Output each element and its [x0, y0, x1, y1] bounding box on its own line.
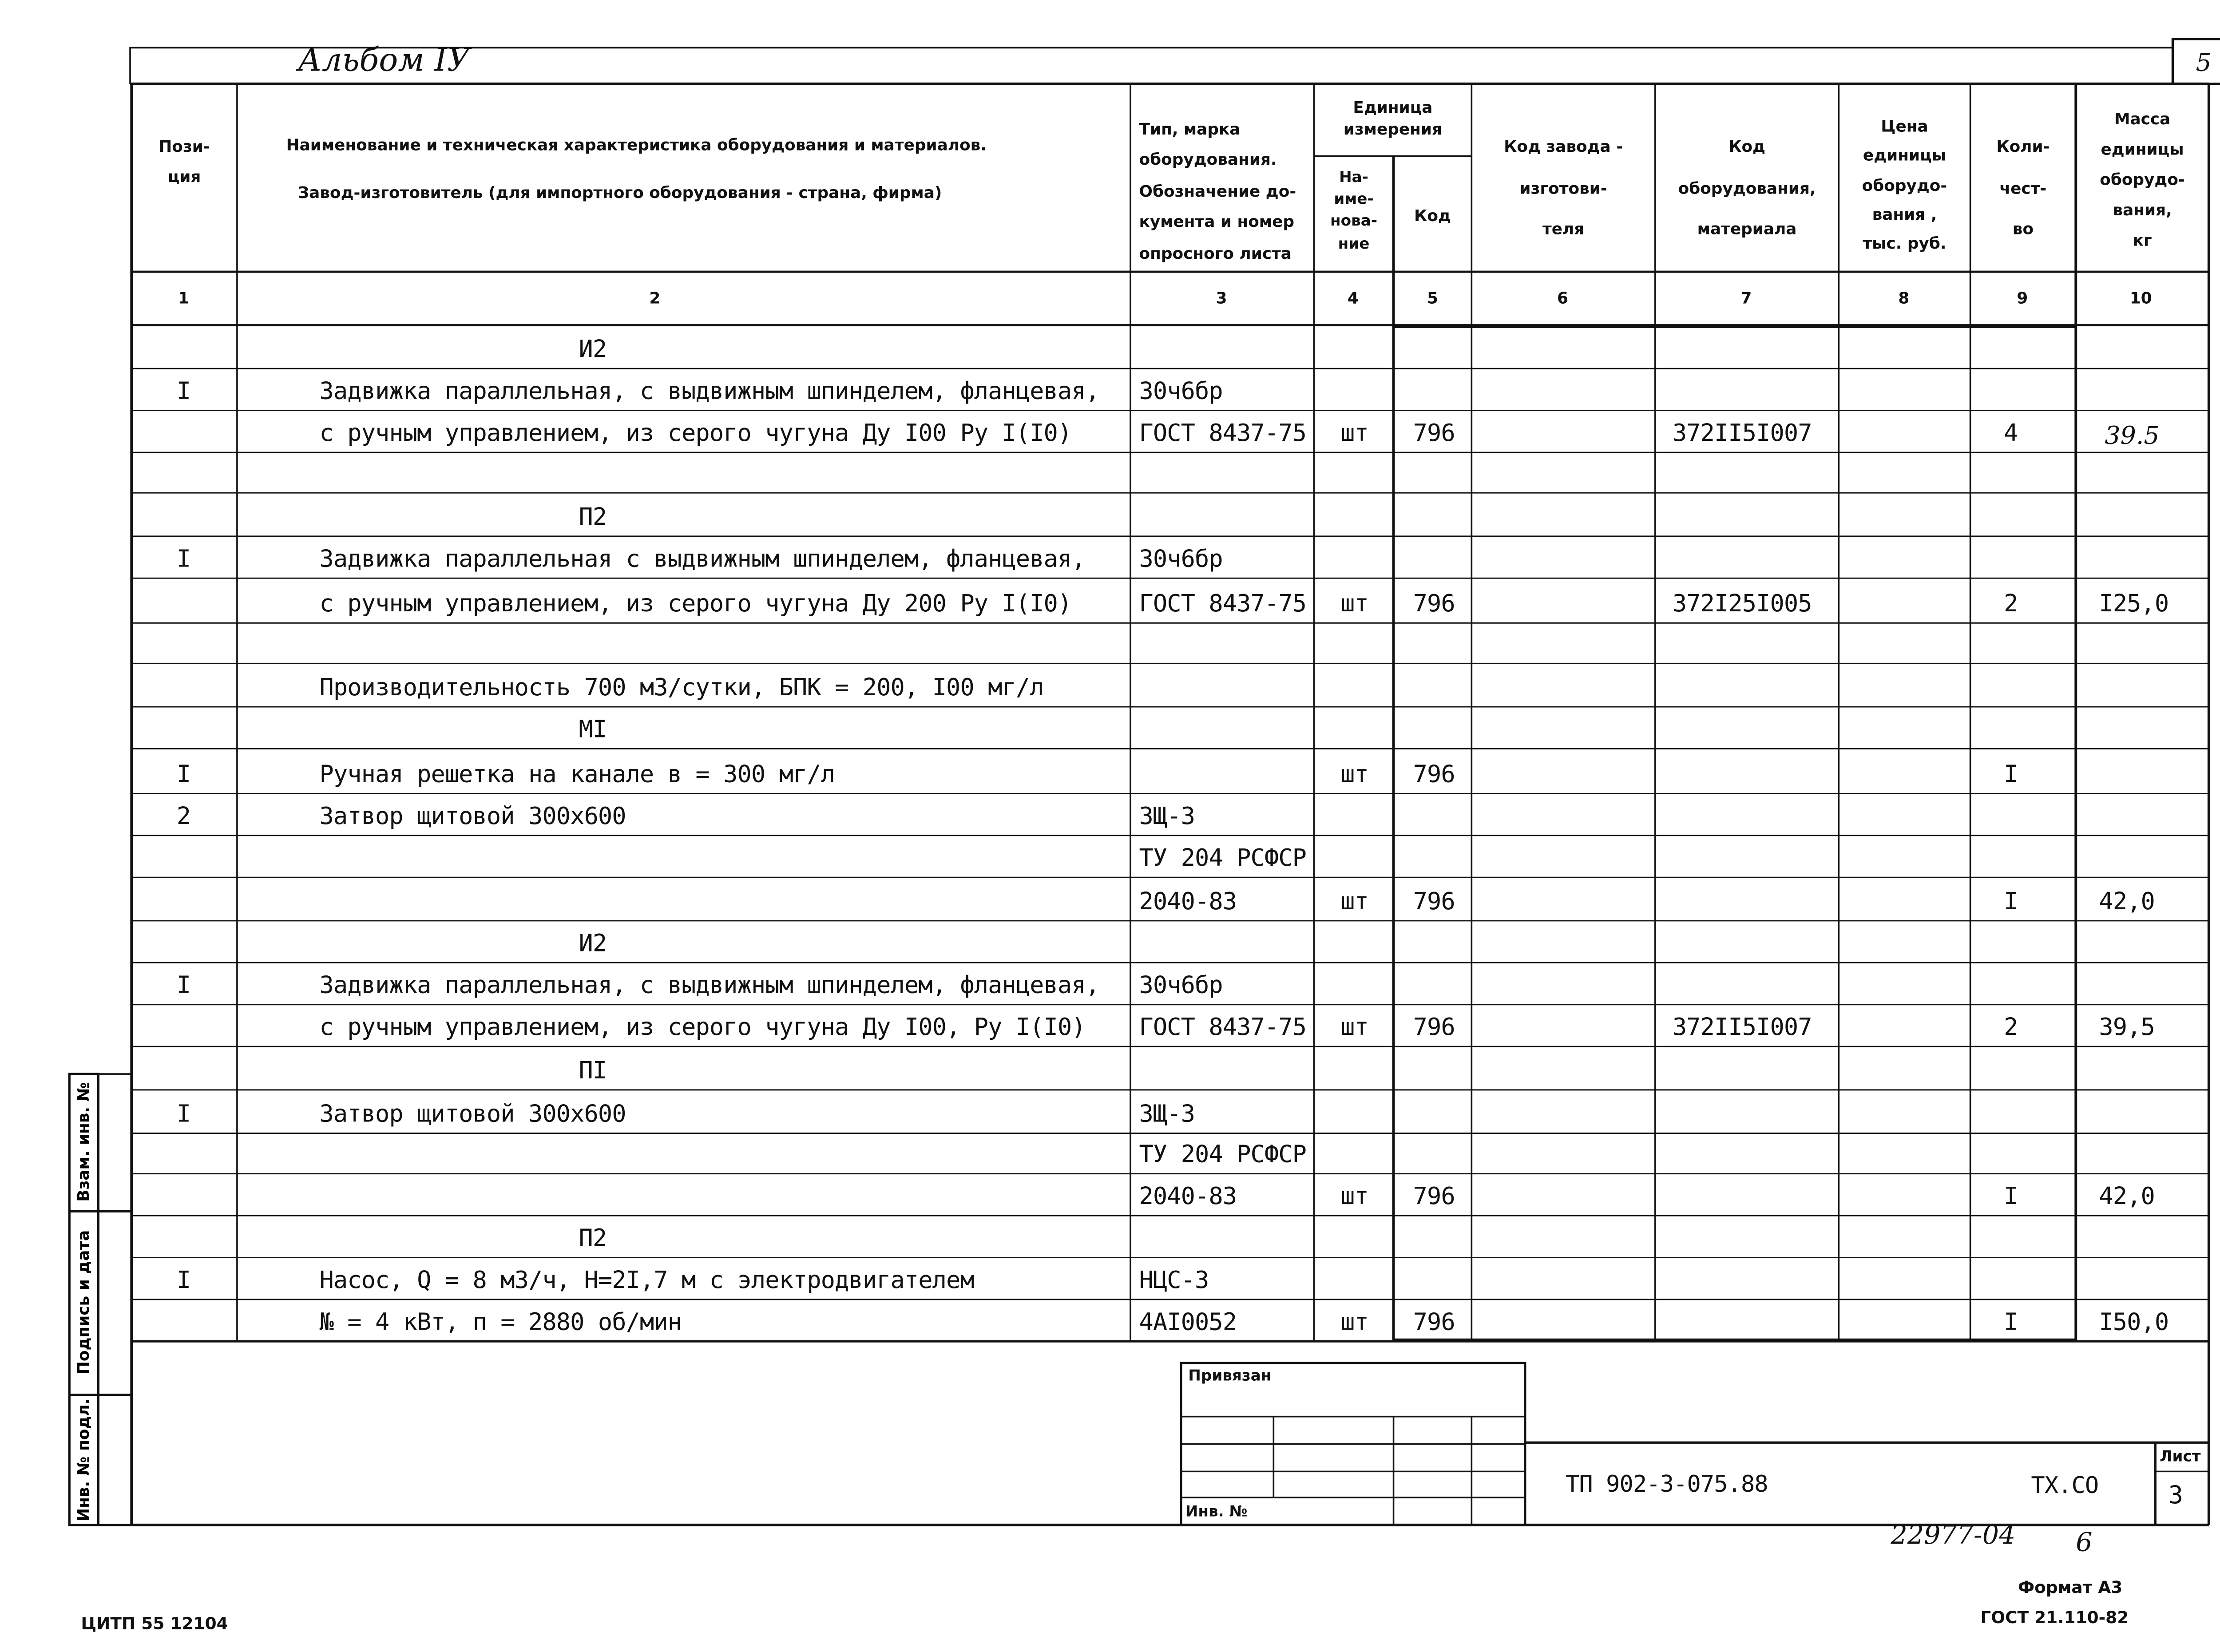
cell-doc: ГОСТ 8437-75: [1139, 1013, 1306, 1041]
handwritten-suffix: 6: [2076, 1528, 2093, 1558]
cell-name: с ручным управлением, из серого чугуна Ду I00 Ру I(I0): [319, 419, 1072, 447]
cell-eq-code: 372II5I007: [1672, 1013, 1812, 1041]
column-number: 3: [1216, 289, 1227, 308]
cell-mass: 42,0: [2099, 887, 2155, 915]
cell-doc: ТУ 204 РСФСР: [1139, 1140, 1306, 1168]
cell-pos: I: [176, 1266, 191, 1294]
cell-name: с ручным управлением, из серого чугуна Ду 200 Ру I(I0): [319, 590, 1072, 618]
header-price: Цена единицы оборудо- вания , тыс. руб.: [1862, 117, 1947, 254]
cell-unit: шт: [1340, 1308, 1369, 1336]
cell-unit: шт: [1340, 590, 1369, 618]
side-label-original-inv: Инв. № подл.: [74, 1398, 93, 1521]
cell-doc: 30ч6бр: [1139, 545, 1223, 573]
cell-pos: I: [176, 545, 191, 573]
cell-name: И2: [579, 335, 607, 363]
cell-pos: I: [176, 971, 191, 999]
cell-doc: ГОСТ 8437-75: [1139, 590, 1306, 618]
cell-unit: шт: [1340, 887, 1369, 915]
column-number: 8: [1898, 289, 1910, 308]
header-unit-code: Код: [1414, 206, 1451, 226]
column-number: 10: [2129, 289, 2152, 308]
cell-code: 796: [1413, 760, 1455, 788]
cell-doc: 2040-83: [1139, 887, 1237, 915]
cell-code: 796: [1413, 887, 1455, 915]
cell-mass: 39.5: [2105, 422, 2160, 451]
cell-qty: I: [2004, 1308, 2018, 1336]
header-unit: Единица измерения: [1343, 98, 1443, 139]
cell-pos: I: [176, 1100, 191, 1128]
cell-name: Ручная решетка на канале в = 300 мг/л: [319, 760, 835, 788]
page-number: 5: [2196, 49, 2212, 78]
cell-doc: ЗЩ-3: [1139, 802, 1195, 830]
cell-name: Насос, Q = 8 м3/ч, Н=2I,7 м с электродвигателем: [319, 1266, 974, 1294]
cell-name: П2: [579, 1224, 607, 1252]
cell-qty: 2: [2004, 1013, 2018, 1041]
cell-unit: шт: [1340, 419, 1369, 447]
cell-name: Производительность 700 м3/сутки, БПК = 200, I00 мг/л: [319, 673, 1044, 701]
cell-qty: I: [2004, 1182, 2018, 1210]
printer-label: ЦИТП 55 12104: [81, 1613, 228, 1634]
cell-qty: I: [2004, 887, 2018, 915]
header-unit-name: На- име- нова- ние: [1330, 169, 1378, 253]
side-label-signature-date: Подпись и дата: [74, 1230, 93, 1375]
cell-mass: I50,0: [2099, 1308, 2169, 1336]
header-name-line1: Наименование и техническая характеристика оборудования и материалов.: [286, 136, 987, 155]
cell-name: № = 4 кВт, п = 2880 об/мин: [319, 1308, 682, 1336]
cell-code: 796: [1413, 1308, 1455, 1336]
cell-doc: 2040-83: [1139, 1182, 1237, 1210]
stamp-designation: ТП 902-3-075.88: [1565, 1470, 1768, 1497]
column-number: 5: [1427, 289, 1438, 308]
cell-name: Задвижка параллельная с выдвижным шпинделем, фланцевая,: [319, 545, 1086, 573]
cell-name: Задвижка параллельная, с выдвижным шпинделем, фланцевая,: [319, 377, 1100, 405]
cell-name: с ручным управлением, из серого чугуна Ду I00, Ру I(I0): [319, 1013, 1086, 1041]
header-position: Пози- ция: [159, 137, 210, 186]
column-number: 7: [1740, 289, 1752, 308]
stamp-privyazan: Привязан: [1188, 1367, 1272, 1385]
cell-pos: I: [176, 377, 191, 405]
stamp-sheet-label: Лист: [2160, 1448, 2201, 1466]
cell-mass: I25,0: [2099, 590, 2169, 618]
cell-mass: 42,0: [2099, 1182, 2155, 1210]
header-quantity: Коли- чест- во: [1996, 137, 2050, 239]
cell-eq-code: 372I25I005: [1672, 590, 1812, 618]
column-number: 6: [1557, 289, 1568, 308]
stamp-sheet-number: 3: [2168, 1482, 2183, 1511]
cell-doc: 30ч6бр: [1139, 971, 1223, 999]
cell-mass: 39,5: [2099, 1013, 2155, 1041]
header-name-line2: Завод-изготовитель (для импортного оборудования - страна, фирма): [297, 183, 942, 202]
cell-name: И2: [579, 929, 607, 957]
cell-name: МI: [579, 715, 607, 743]
stamp-code: ТХ.СО: [2031, 1471, 2099, 1499]
cell-unit: шт: [1340, 1013, 1369, 1041]
header-factory-code: Код завода - изготови- теля: [1504, 137, 1623, 239]
cell-doc: ТУ 204 РСФСР: [1139, 844, 1306, 872]
cell-name: Задвижка параллельная, с выдвижным шпинделем, фланцевая,: [319, 971, 1100, 999]
column-number: 1: [178, 289, 189, 308]
handwritten-number: 22977-04: [1891, 1521, 2016, 1551]
cell-unit: шт: [1340, 760, 1369, 788]
cell-doc: НЦС-3: [1139, 1266, 1209, 1294]
cell-doc: 30ч6бр: [1139, 377, 1223, 405]
column-number: 9: [2017, 289, 2028, 308]
cell-doc: 4АI0052: [1139, 1308, 1237, 1336]
album-title: Альбом IУ: [297, 43, 470, 80]
cell-qty: 4: [2004, 419, 2018, 447]
cell-eq-code: 372II5I007: [1672, 419, 1812, 447]
format-label: Формат А3: [2018, 1577, 2123, 1597]
cell-name: П2: [579, 503, 607, 531]
cell-pos: I: [176, 760, 191, 788]
cell-doc: ГОСТ 8437-75: [1139, 419, 1306, 447]
cell-qty: 2: [2004, 590, 2018, 618]
cell-code: 796: [1413, 1182, 1455, 1210]
cell-unit: шт: [1340, 1182, 1369, 1210]
cell-code: 796: [1413, 419, 1455, 447]
header-type-doc: Тип, марка оборудования. Обозначение до- кумента и номер опросного листа: [1139, 120, 1296, 263]
header-equipment-code: Код оборудования, материала: [1678, 137, 1816, 239]
cell-pos: 2: [176, 802, 191, 830]
column-number: 2: [649, 289, 661, 308]
cell-doc: ЗЩ-3: [1139, 1100, 1195, 1128]
cell-code: 796: [1413, 1013, 1455, 1041]
stamp-inv-no: Инв. №: [1185, 1503, 1248, 1521]
cell-name: Затвор щитовой 300х600: [319, 802, 626, 830]
cell-name: ПI: [579, 1056, 607, 1084]
header-mass: Масса единицы оборудо- вания, кг: [2100, 110, 2185, 250]
column-number: 4: [1347, 289, 1359, 308]
cell-code: 796: [1413, 590, 1455, 618]
cell-qty: I: [2004, 760, 2018, 788]
gost-label: ГОСТ 21.110-82: [1980, 1607, 2129, 1628]
cell-name: Затвор щитовой 300х600: [319, 1100, 626, 1128]
side-label-replacement-inv: Взам. инв. №: [74, 1082, 93, 1202]
